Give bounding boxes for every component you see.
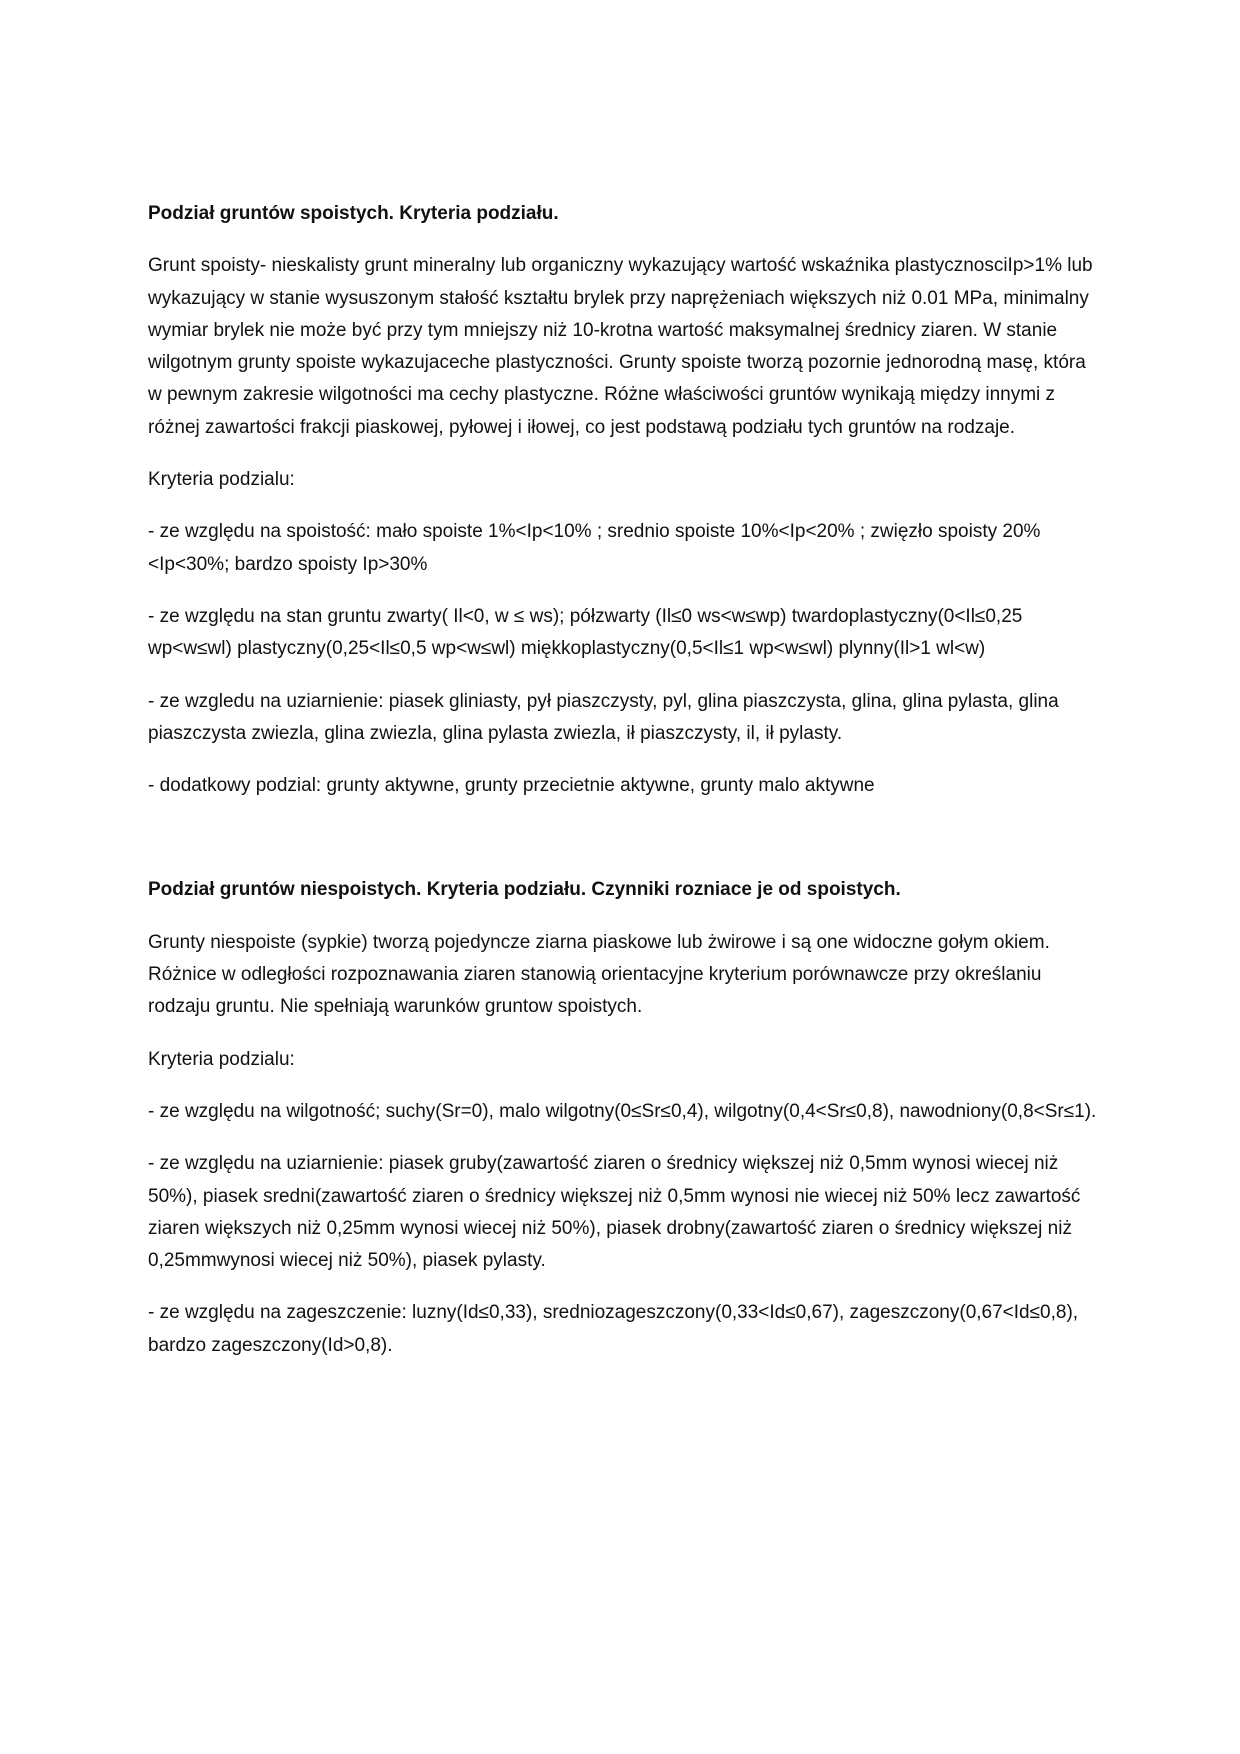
section-noncohesive-soils <box>148 874 1098 1362</box>
section1-criterion-state: - ze względu na stan gruntu zwarty( Il<0, w ≤ ws); półzwarty (Il≤0 ws<w≤wp) twardoplastyczny(0<Il≤0,25 wp<w≤wl) plastyczny(0,25<Il≤0,5 wp<w≤wl) miękkoplastyczny(0,5<Il≤1 wp<w≤wl) plynny(Il>1 wl<w) <box>148 605 1023 660</box>
section1-criterion-additional: - dodatkowy podzial: grunty aktywne, grunty przecietnie aktywne, grunty malo aktywne <box>148 775 875 797</box>
section2-criterion-compaction: - ze względu na zageszczenie: luzny(Id≤0,33), sredniozageszczony(0,33<Id≤0,67), zageszczony(0,67<Id≤0,8), bardzo zageszczony(Id>0,8). <box>148 1302 1079 1356</box>
section2-criterion-moisture: - ze względu na wilgotność; suchy(Sr=0), malo wilgotny(0≤Sr≤0,4), wilgotny(0,4<Sr≤0,8), nawodniony(0,8<Sr≤1). <box>148 1100 1097 1122</box>
section1-criteria-label: Kryteria podzialu: <box>148 469 295 491</box>
section1-heading: Podział gruntów spoistych. Kryteria podziału. <box>148 203 559 224</box>
section1-intro: Grunt spoisty- nieskalisty grunt mineralny lub organiczny wykazujący wartość wskaźnika plastycznosciIp>1% lub wykazujący w stanie wysuszonym stałość kształtu brylek przy naprężeniach większych niż 0.01 MPa, minimalny wymiar brylek nie może być przy tym mniejszy niż 10-krotna wartość maksymalnej średnicy ziaren. W stanie wilgotnym grunty spoiste wykazujaceche plastyczności. Grunty spoiste tworzą pozornie jednorodną masę, która w pewnym zakresie wilgotności ma cechy plastyczne. Różne właściwości gruntów wynikają między innymi z różnej zawartości frakcji piaskowej, pyłowej i iłowej, co jest podstawą podziału tych gruntów na rodzaje. <box>148 255 1093 438</box>
section1-criterion-grain-size: - ze wzgledu na uziarnienie: piasek gliniasty, pył piaszczysty, pyl, glina piaszczysta, glina, glina pylasta, glina piaszczysta zwiezla, glina zwiezla, glina pylasta zwiezla, ił piaszczysty, il, ił pylasty. <box>148 690 1059 744</box>
section-cohesive-soils <box>148 198 1098 802</box>
section-spacer <box>148 822 1098 874</box>
section2-heading: Podział gruntów niespoistych. Kryteria podziału. Czynniki rozniace je od spoistych. <box>148 879 901 901</box>
section2-criteria-label: Kryteria podzialu: <box>148 1048 295 1070</box>
section2-intro: Grunty niespoiste (sypkie) tworzą pojedyncze ziarna piaskowe lub żwirowe i są one widoczne gołym okiem. Różnice w odległości rozpoznawania ziaren stanowią orientacyjne kryterium porównawcze przy określaniu rodzaju gruntu. Nie spełniają warunków gruntow spoistych. <box>148 931 1050 1018</box>
document-page <box>148 198 1098 1382</box>
section2-criterion-grain-size: - ze względu na uziarnienie: piasek gruby(zawartość ziaren o średnicy większej niż 0,5mm wynosi wiecej niż 50%), piasek sredni(zawartość ziaren o średnicy większej niż 0,5mm wynosi nie wiecej niż 50% lecz zawartość ziaren większych niż 0,25mm wynosi wiecej niż 50%), piasek drobny(zawartość ziaren o średnicy większej niż 0,25mmwynosi wiecej niż 50%), piasek pylasty. <box>148 1153 1081 1272</box>
section1-criterion-cohesion: - ze względu na spoistość: mało spoiste 1%<Ip<10% ; srednio spoiste 10%<Ip<20% ; zwięzło spoisty 20%<Ip<30%; bardzo spoisty Ip>30% <box>148 521 1041 575</box>
